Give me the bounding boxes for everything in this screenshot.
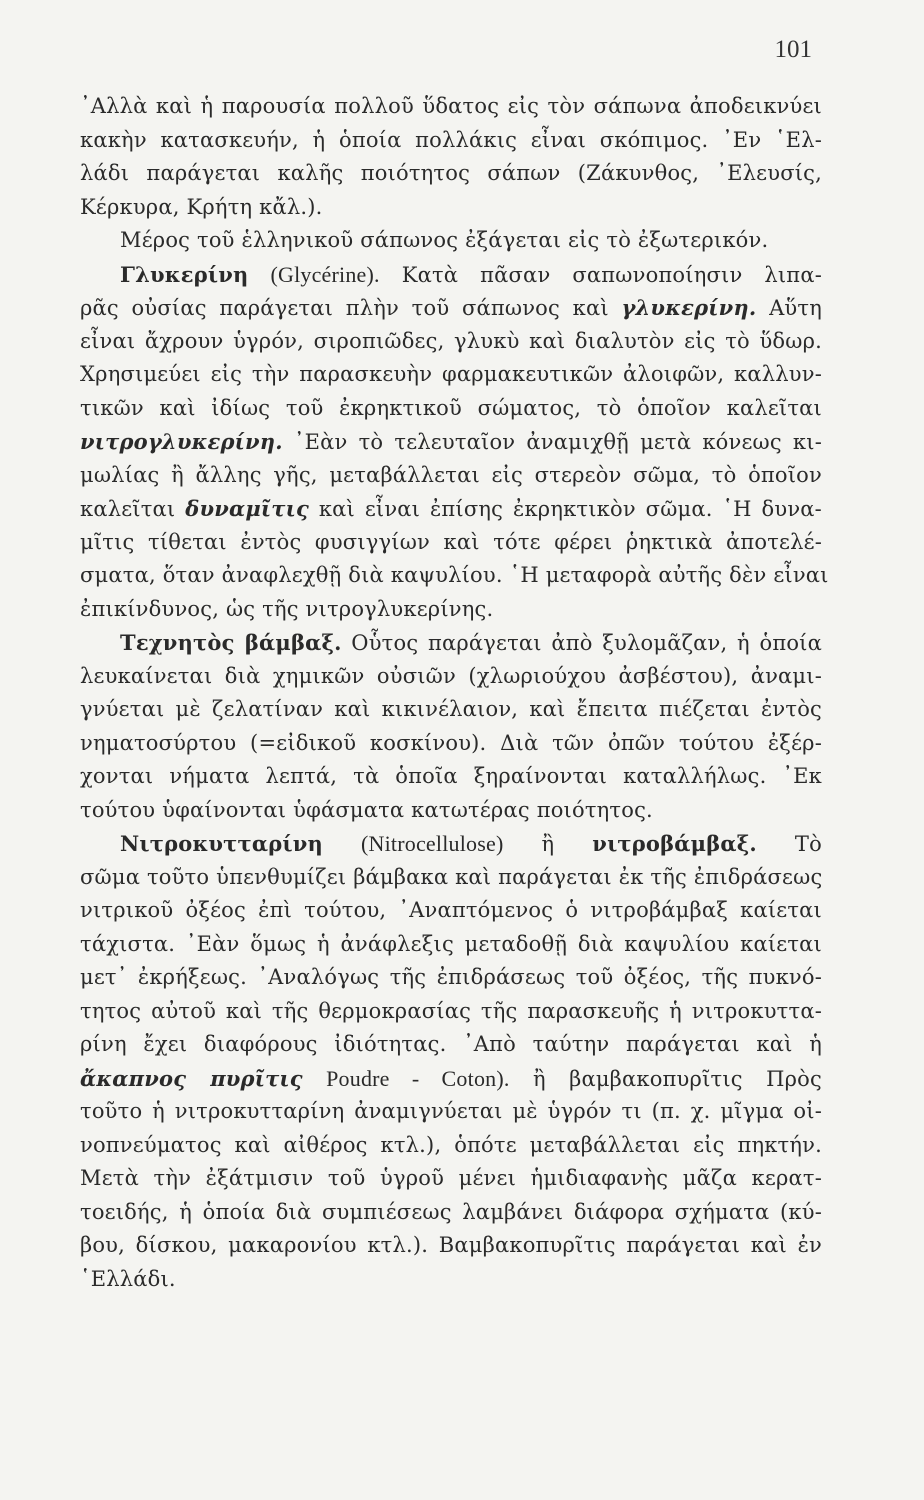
text-segment: τάχιστα. ᾿Εὰν ὅμως ἡ ἀνάφλεξις μεταδοθῇ διὰ καψυλίου καίεται — [80, 931, 822, 956]
text-segment: μωλίας ἢ ἄλλης γῆς, μεταβάλλεται εἰς στερεὸν σῶμα, τὸ ὁποῖον — [80, 462, 822, 487]
body-text — [80, 90, 829, 1296]
text-segment: χονται νήματα λεπτά, τὰ ὁποῖα ξηραίνονται καταλλήλως. ᾿Εκ — [80, 764, 822, 788]
text-segment: Χρησιμεύει εἰς τὴν παρασκευὴν φαρμακευτικῶν ἀλοιφῶν, καλλυν- — [80, 362, 822, 386]
latin-term: (Nitrocellulose) — [360, 831, 504, 856]
section-heading: Γλυκερίνη — [120, 261, 249, 287]
latin-term: (Glycérine). — [270, 261, 380, 287]
text-line — [80, 593, 822, 627]
text-line — [80, 124, 822, 158]
emphasized-term: γλυκερίνη. — [621, 295, 757, 320]
text-segment: Κατὰ πᾶσαν σαπωνοποίησιν λιπα- — [401, 262, 822, 287]
text-line — [80, 1196, 822, 1230]
text-segment: Πρὸς — [766, 1066, 822, 1091]
text-segment: καὶ εἶναι ἐπίσης ἐκρηκτικὸν σῶμα. ῾Η δυνα- — [318, 497, 822, 521]
text-line — [80, 325, 822, 359]
text-line — [80, 392, 822, 426]
text-segment: νιτρικοῦ ὀξέος ἐπὶ τούτου, ᾿Αναπτόμενος ὁ νιτροβάμβαξ καίεται — [80, 898, 822, 922]
text-segment: Αὕτη — [769, 296, 822, 320]
text-segment: λάδι παράγεται καλῆς ποιότητος σάπων (Ζάκυνθος, ᾿Ελευσίς, — [80, 161, 822, 185]
text-segment: νηματοσύρτου (=εἰδικοῦ κοσκίνου). Διὰ τῶν ὀπῶν τούτου ἐξέρ- — [80, 730, 822, 755]
text-line — [80, 794, 822, 828]
text-segment: λευκαίνεται διὰ χημικῶν οὐσιῶν (χλωριούχου ἀσβέστου), ἀναμι- — [80, 663, 822, 688]
text-segment: σῶμα τοῦτο ὑπενθυμίζει βάμβακα καὶ παράγεται ἐκ τῆς ἐπιδράσεως — [80, 864, 823, 889]
text-segment: ρίνη ἔχει διαφόρους ἰδιότητας. ᾿Απὸ ταύτην παράγεται καὶ ἡ — [80, 1032, 822, 1056]
emphasized-term: δυναμῖτις — [185, 496, 309, 521]
text-segment: σματα, ὅταν ἀναφλεχθῇ διὰ καψυλίου. ῾Η μεταφορὰ αὐτῆς δὲν εἶναι — [80, 563, 829, 587]
text-segment: τούτου ὑφαίνονται ὑφάσματα κατωτέρας ποιότητος. — [80, 797, 653, 822]
text-segment: ἢ βαμβακοπυρῖτις — [532, 1066, 743, 1091]
text-segment: μετ᾿ ἐκρήξεως. ᾿Αναλόγως τῆς ἐπιδράσεως τοῦ ὀξέος, τῆς πυκνό- — [80, 965, 822, 989]
text-line — [80, 459, 822, 493]
text-segment: τικῶν καὶ ἰδίως τοῦ ἐκρηκτικοῦ σώματος, τὸ ὁποῖον καλεῖται — [80, 395, 822, 420]
text-segment: εἶναι ἄχρουν ὑγρόν, σιροπιῶδες, γλυκὺ καὶ διαλυτὸν εἰς τὸ ὕδωρ. — [80, 328, 822, 353]
section-heading: Νιτροκυτταρίνη — [120, 831, 323, 856]
text-line — [80, 693, 822, 727]
text-line — [80, 157, 822, 191]
section-heading: Τεχνητὸς βάμβαξ. — [120, 630, 342, 655]
text-line — [80, 559, 829, 593]
text-segment: ᾿Εὰν τὸ τελευταῖον ἀναμιχθῇ μετὰ κόνεως κι- — [293, 430, 822, 454]
emphasized-term: νιτρογλυκερίνη. — [80, 429, 283, 454]
text-line — [80, 827, 822, 861]
text-segment: ρᾶς οὐσίας παράγεται πλὴν τοῦ σάπωνος καὶ — [80, 296, 609, 320]
text-line — [80, 1062, 822, 1096]
text-line — [80, 425, 822, 459]
text-segment: τητος αὐτοῦ καὶ τῆς θερμοκρασίας τῆς παρασκευῆς ἡ νιτροκυττα- — [80, 998, 822, 1023]
text-segment: μῖτις τίθεται ἐντὸς φυσιγγίων καὶ τότε φέρει ῥηκτικὰ ἀποτελέ- — [80, 529, 822, 554]
text-line — [80, 861, 822, 895]
text-segment: νοπνεύματος καὶ αἰθέρος κτλ.), ὁπότε μεταβάλλεται εἰς πηκτήν. — [80, 1132, 822, 1157]
emphasized-term: ἄκαπνος πυρῖτις — [80, 1065, 303, 1091]
text-line — [80, 358, 822, 392]
text-line — [80, 660, 822, 694]
text-segment: ἐπικίνδυνος, ὡς τῆς νιτρογλυκερίνης. — [80, 596, 494, 621]
text-line — [80, 90, 822, 124]
text-segment: Μέρος τοῦ ἑλληνικοῦ σάπωνος ἐξάγεται εἰς τὸ ἐξωτερικόν. — [120, 228, 769, 252]
text-line — [80, 928, 822, 962]
text-segment: ᾿Αλλὰ καὶ ἡ παρουσία πολλοῦ ὕδατος εἰς τὸν σάπωνα ἀποδεικνύει — [80, 94, 822, 118]
text-line — [80, 1162, 822, 1196]
text-line — [80, 258, 822, 292]
text-segment: γνύεται μὲ ζελατίναν καὶ κικινέλαιον, καὶ ἔπειτα πιέζεται ἐντὸς — [80, 697, 822, 721]
text-segment: τοῦτο ἡ νιτροκυτταρίνη ἀναμιγνύεται μὲ ὑγρόν τι (π. χ. μῖγμα οἰ- — [80, 1099, 822, 1123]
text-segment: ῾Ελλάδι. — [80, 1266, 176, 1291]
text-line — [80, 1229, 822, 1263]
text-line — [80, 492, 822, 526]
text-line — [80, 727, 822, 761]
text-line — [80, 995, 822, 1029]
text-segment: Τὸ — [794, 832, 822, 856]
text-line — [80, 191, 822, 225]
latin-term: Poudre - Coton). — [326, 1065, 510, 1091]
text-line — [80, 291, 822, 325]
section-heading: νιτροβάμβαξ. — [592, 831, 757, 856]
page-number: 101 — [774, 36, 812, 63]
text-segment: Κέρκυρα, Κρήτη κἄλ.). — [80, 194, 323, 219]
text-line — [80, 1028, 822, 1062]
text-line — [80, 526, 822, 560]
text-line — [80, 1263, 822, 1297]
text-line — [80, 626, 822, 660]
text-segment: ἢ — [541, 832, 555, 856]
text-line — [80, 961, 822, 995]
text-line — [80, 894, 822, 928]
text-segment: Μετὰ τὴν ἐξάτμισιν τοῦ ὑγροῦ μένει ἡμιδιαφανὴς μᾶζα κερατ- — [80, 1166, 822, 1190]
text-segment: τοειδής, ἡ ὁποία διὰ συμπιέσεως λαμβάνει διάφορα σχήματα (κύ- — [80, 1199, 822, 1224]
text-line — [80, 1095, 822, 1129]
text-segment: κακὴν κατασκευήν, ἡ ὁποία πολλάκις εἶναι σκόπιμος. ᾿Εν ῾Ελ- — [80, 127, 822, 152]
text-segment: καλεῖται — [80, 497, 176, 521]
text-line — [80, 760, 822, 794]
text-line — [80, 1129, 822, 1163]
text-segment: βου, δίσκου, μακαρονίου κτλ.). Βαμβακοπυρῖτις παράγεται καὶ ἐν — [80, 1233, 822, 1257]
text-line — [80, 224, 822, 258]
text-segment: Οὗτος παράγεται ἀπὸ ξυλομᾶζαν, ἡ ὁποία — [351, 631, 822, 655]
